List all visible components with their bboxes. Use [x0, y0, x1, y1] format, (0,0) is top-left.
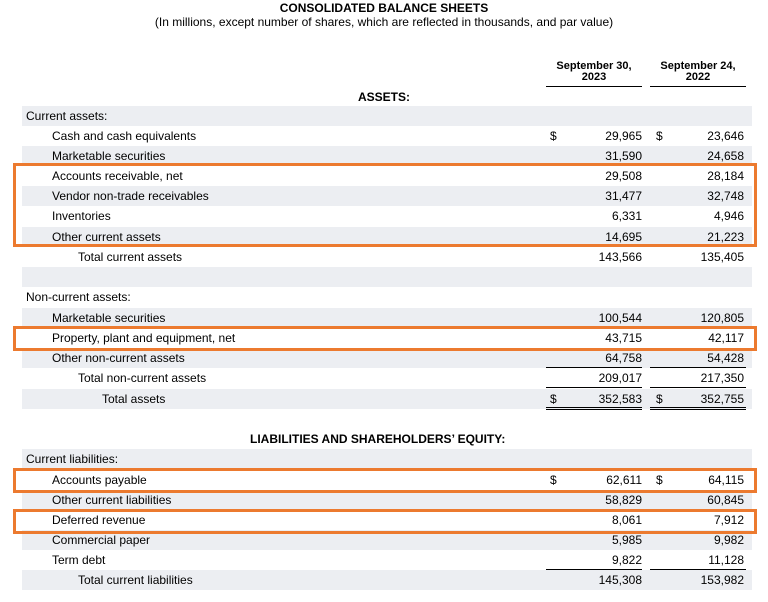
row-label: Cash and cash equivalents	[52, 129, 197, 143]
highlight-box-accounts-payable	[13, 468, 757, 493]
value-2023: 209,017	[598, 371, 642, 385]
table-row	[22, 409, 752, 429]
table-row	[22, 126, 752, 146]
currency-symbol: $	[656, 129, 663, 143]
row-label: Term debt	[52, 553, 106, 567]
value-2022: 32,748	[707, 189, 744, 203]
value-2022: 23,646	[707, 129, 744, 143]
value-2023: 9,822	[611, 553, 642, 567]
value-2023: 43,715	[605, 331, 642, 345]
value-2023: 145,308	[598, 573, 642, 587]
value-2022: 60,845	[707, 493, 744, 507]
row-label: Total current liabilities	[78, 573, 193, 587]
row-label: Property, plant and equipment, net	[52, 331, 236, 345]
value-2023: 5,985	[611, 533, 642, 547]
subtotal-rule	[546, 387, 642, 388]
table-row	[22, 550, 752, 570]
value-2022: 54,428	[707, 351, 744, 365]
value-2022: 11,128	[708, 553, 744, 567]
subtotal-rule	[650, 407, 746, 408]
currency-symbol: $	[550, 392, 557, 406]
value-2023: 29,508	[605, 169, 642, 183]
value-2022: 28,184	[707, 169, 744, 183]
subtotal-rule	[546, 407, 642, 408]
highlight-box-receivables-to-other-current	[13, 163, 757, 247]
row-label: Other current assets	[52, 230, 161, 244]
row-label: Deferred revenue	[52, 513, 146, 527]
value-2022: 153,982	[700, 573, 744, 587]
table-row	[22, 308, 752, 328]
value-2023: 29,965	[605, 129, 642, 143]
highlight-box-ppe	[13, 326, 757, 351]
currency-symbol: $	[656, 392, 663, 406]
page-title: CONSOLIDATED BALANCE SHEETS	[279, 1, 489, 15]
subtotal-rule	[650, 387, 746, 388]
row-label: Other current liabilities	[52, 493, 172, 507]
table-row	[22, 490, 752, 510]
column-header-rule-2022	[650, 86, 746, 87]
row-label: Accounts receivable, net	[52, 169, 183, 183]
value-2023: 143,566	[598, 250, 642, 264]
value-2023: 352,583	[598, 392, 642, 406]
highlight-box-deferred-revenue	[13, 509, 757, 534]
value-2022: 7,912	[713, 513, 744, 527]
value-2022: 21,223	[707, 230, 744, 244]
row-label: Total current assets	[78, 250, 183, 264]
table-row	[22, 389, 752, 409]
row-label: Marketable securities	[52, 149, 166, 163]
page-subtitle: (In millions, except number of shares, which are reflected in thousands, and par value)	[154, 15, 614, 29]
table-row	[22, 348, 752, 368]
column-header-2022-line2: 2022	[685, 71, 711, 83]
value-2022: 4,946	[713, 209, 744, 223]
currency-symbol: $	[550, 473, 557, 487]
table-row	[22, 570, 752, 590]
table-row	[22, 368, 752, 388]
column-header-2023-line1: September 30,	[556, 60, 632, 72]
column-header-2023	[546, 61, 642, 83]
value-2022: 352,755	[700, 392, 744, 406]
table-row	[22, 247, 752, 267]
row-label: Other non-current assets	[52, 351, 185, 365]
row-label: Total non-current assets	[78, 371, 207, 385]
section-heading-assets: ASSETS:	[358, 90, 411, 104]
row-label: Commercial paper	[52, 533, 151, 547]
row-label: Accounts payable	[52, 473, 147, 487]
value-2023: 14,695	[605, 230, 642, 244]
value-2023: 8,061	[611, 513, 642, 527]
value-2023: 62,611	[606, 473, 642, 487]
column-header-2022	[650, 61, 746, 83]
value-2022: 64,115	[708, 473, 744, 487]
value-2022: 120,805	[700, 311, 744, 325]
section-heading-liabilities: LIABILITIES AND SHAREHOLDERS’ EQUITY:	[250, 432, 506, 446]
value-2022: 135,405	[700, 250, 744, 264]
value-2022: 42,117	[708, 331, 744, 345]
currency-symbol: $	[550, 129, 557, 143]
value-2023: 58,829	[605, 493, 642, 507]
column-header-2023-line2: 2023	[581, 71, 607, 83]
column-header-rule-2023	[546, 86, 642, 87]
value-2023: 64,758	[605, 351, 642, 365]
row-label: Current liabilities:	[26, 452, 119, 466]
row-label: Total assets	[102, 392, 166, 406]
row-label: Marketable securities	[52, 311, 166, 325]
value-2022: 217,350	[700, 371, 744, 385]
column-header-2022-line1: September 24,	[660, 60, 736, 72]
row-label: Vendor non-trade receivables	[52, 189, 209, 203]
row-label: Non-current assets:	[26, 290, 131, 304]
row-label: Inventories	[52, 209, 111, 223]
table-row	[22, 106, 752, 126]
value-2023: 100,544	[598, 311, 642, 325]
table-row	[22, 449, 752, 469]
value-2023: 31,477	[605, 189, 642, 203]
row-label: Current assets:	[26, 109, 108, 123]
value-2023: 6,331	[611, 209, 642, 223]
table-row	[22, 287, 752, 307]
value-2022: 24,658	[707, 149, 744, 163]
value-2023: 31,590	[605, 149, 642, 163]
currency-symbol: $	[656, 473, 663, 487]
value-2022: 9,982	[713, 533, 744, 547]
table-row	[22, 267, 752, 287]
